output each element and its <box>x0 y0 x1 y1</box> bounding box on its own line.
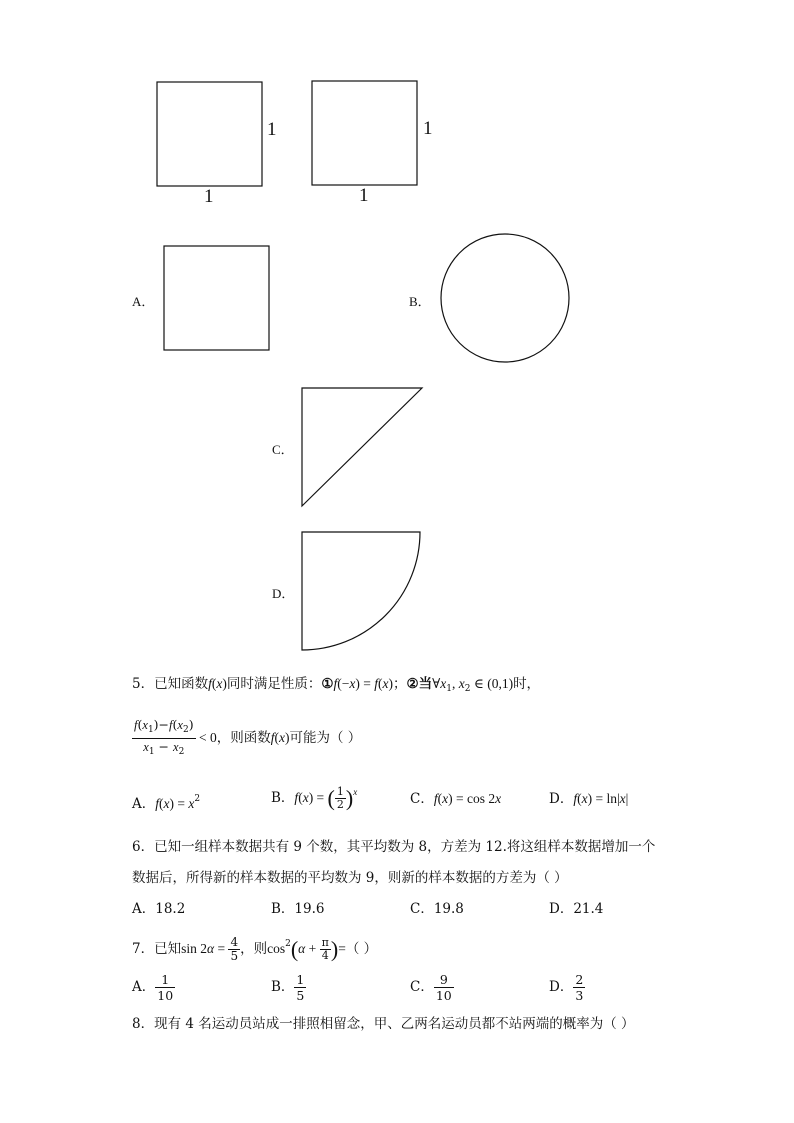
q5-line1: 5．已知函数f(x)同时满足性质：①f(−x) = f(x)；②当$\forall x_1$, $x_2$ ∈ (0,1)时， <box>132 676 541 694</box>
q8-stem: 8．现有 4 名运动员站成一排照相留念，甲、乙两名运动员都不站两端的概率为（ ） <box>132 1016 635 1032</box>
q7-option-a[interactable]: A． $\frac{1}{10}$ <box>132 972 174 1003</box>
q5-line2: $\frac{f(x_1)-f(x_2)}{x_1 - x_2}$ < 0，则函数f(x)可能为（ ） <box>134 717 362 757</box>
q6-line1: 6．已知一组样本数据共有 9 个数，其平均数为 8，方差为 12.将这组样本数据增加一个 <box>132 839 656 855</box>
option-d-quarter-circle <box>302 532 420 650</box>
front-view-bottom-length: 1 <box>204 186 214 207</box>
option-b-circle <box>441 234 569 362</box>
q7-stem: 7．已知sin 2α = $\frac{4}{5}$ ，则$\cos^2(\alpha$ + $\frac{\pi}{4}$ )=（ ） <box>132 935 378 963</box>
side-view-side-length: 1 <box>423 118 433 139</box>
front-view-square <box>157 82 262 186</box>
option-a-label[interactable]: A． <box>132 294 155 309</box>
side-view-square <box>312 81 417 185</box>
option-d-label[interactable]: D． <box>272 586 295 601</box>
option-c-label[interactable]: C． <box>272 442 294 457</box>
q5-option-a[interactable]: A．$f(x) = x^2$ <box>132 794 201 812</box>
q5-option-d[interactable]: D．f(x) = ln|x| <box>549 791 629 807</box>
q7-option-b[interactable]: B． $\frac{1}{5}$ <box>271 972 305 1003</box>
option-shapes <box>0 230 794 660</box>
q7-option-d[interactable]: D． $\frac{2}{3}$ <box>549 972 584 1003</box>
q6-option-a[interactable]: A．18.2 <box>132 901 186 917</box>
front-view-side-length: 1 <box>267 119 277 140</box>
option-b-label[interactable]: B． <box>409 294 431 309</box>
q6-option-c[interactable]: C．19.8 <box>410 901 464 917</box>
q7-option-c[interactable]: C． $\frac{9}{10}$ <box>410 972 452 1003</box>
three-view-figure <box>0 0 794 215</box>
q5-option-b[interactable]: B．f(x) = ( $\frac{1}{2}$ )$^x$ <box>271 785 358 811</box>
q6-option-d[interactable]: D．21.4 <box>549 901 604 917</box>
q5-option-c[interactable]: C．f(x) = cos 2x <box>410 791 502 807</box>
side-view-bottom-length: 1 <box>359 185 369 206</box>
option-c-triangle <box>302 388 422 506</box>
q6-option-b[interactable]: B．19.6 <box>271 901 325 917</box>
q6-line2: 数据后，所得新的样本数据的平均数为 9，则新的样本数据的方差为（ ） <box>132 870 568 886</box>
option-a-square <box>164 246 269 350</box>
